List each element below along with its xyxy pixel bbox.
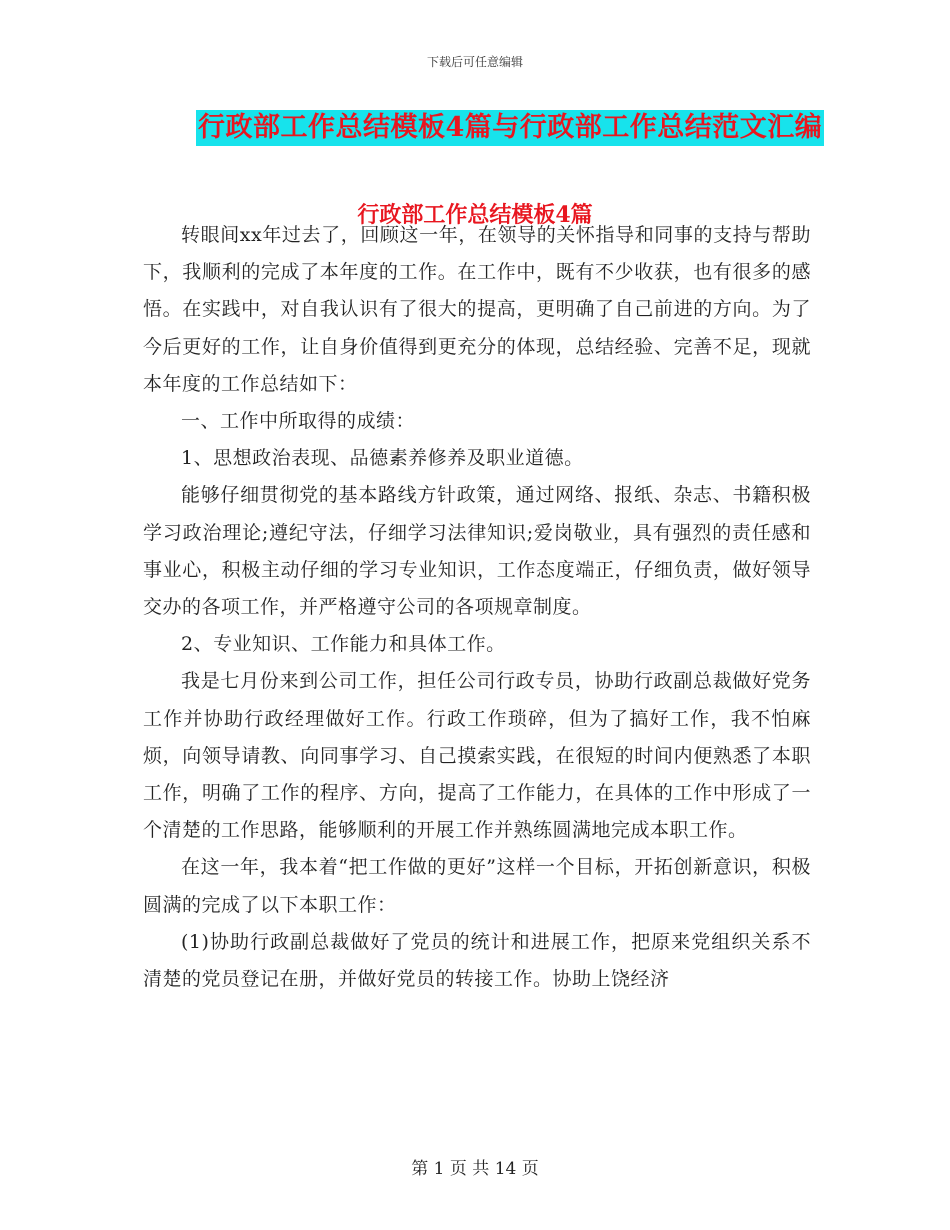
paragraph-intro: 转眼间xx年过去了，回顾这一年，在领导的关怀指导和同事的支持与帮助下，我顺利的完成了本年度的工作。在工作中，既有不少收获，也有很多的感悟。在实践中，对自我认识有了很大的提高，更明确了自己前进的方向。为了今后更好的工作，让自身价值得到更充分的体现，总结经验、完善不足，现就本年度的工作总结如下： — [143, 224, 811, 395]
paragraph-item-2-heading: 2、专业知识、工作能力和具体工作。 — [181, 633, 506, 656]
page-number-footer: 第 1 页 共 14 页 — [411, 1159, 539, 1179]
header-note: 下载后可任意编辑 — [426, 55, 523, 69]
section-title: 行政部工作总结模板4篇 — [357, 202, 593, 228]
document-main-title: 行政部工作总结模板4篇与行政部工作总结范文汇编 — [196, 110, 824, 146]
body-text — [143, 217, 811, 998]
paragraph-heading-achievements: 一、工作中所取得的成绩： — [181, 410, 416, 433]
paragraph-item-2-body: 我是七月份来到公司工作，担任公司行政专员，协助行政副总裁做好党务工作并协助行政经理做好工作。行政工作琐碎，但为了搞好工作，我不怕麻烦，向领导请教、向同事学习、自己摸索实践，在很短的时间内便熟悉了本职工作，明确了工作的程序、方向，提高了工作能力，在具体的工作中形成了一个清楚的工作思路，能够顺利的开展工作并熟练圆满地完成本职工作。 — [143, 670, 811, 842]
paragraph-goal: 在这一年，我本着“把工作做的更好”这样一个目标，开拓创新意识，积极圆满的完成了以下本职工作： — [143, 856, 811, 916]
paragraph-item-1-body: 能够仔细贯彻党的基本路线方针政策，通过网络、报纸、杂志、书籍积极学习政治理论;遵纪守法，仔细学习法律知识;爱岗敬业，具有强烈的责任感和事业心，积极主动仔细的学习专业知识，工作态度端正，仔细负责，做好领导交办的各项工作，并严格遵守公司的各项规章制度。 — [143, 484, 811, 619]
paragraph-item-1-heading: 1、思想政治表现、品德素养修养及职业道德。 — [181, 447, 584, 470]
paragraph-task-1: (1)协助行政副总裁做好了党员的统计和进展工作，把原来党组织关系不清楚的党员登记在册，并做好党员的转接工作。协助上饶经济 — [143, 930, 811, 991]
